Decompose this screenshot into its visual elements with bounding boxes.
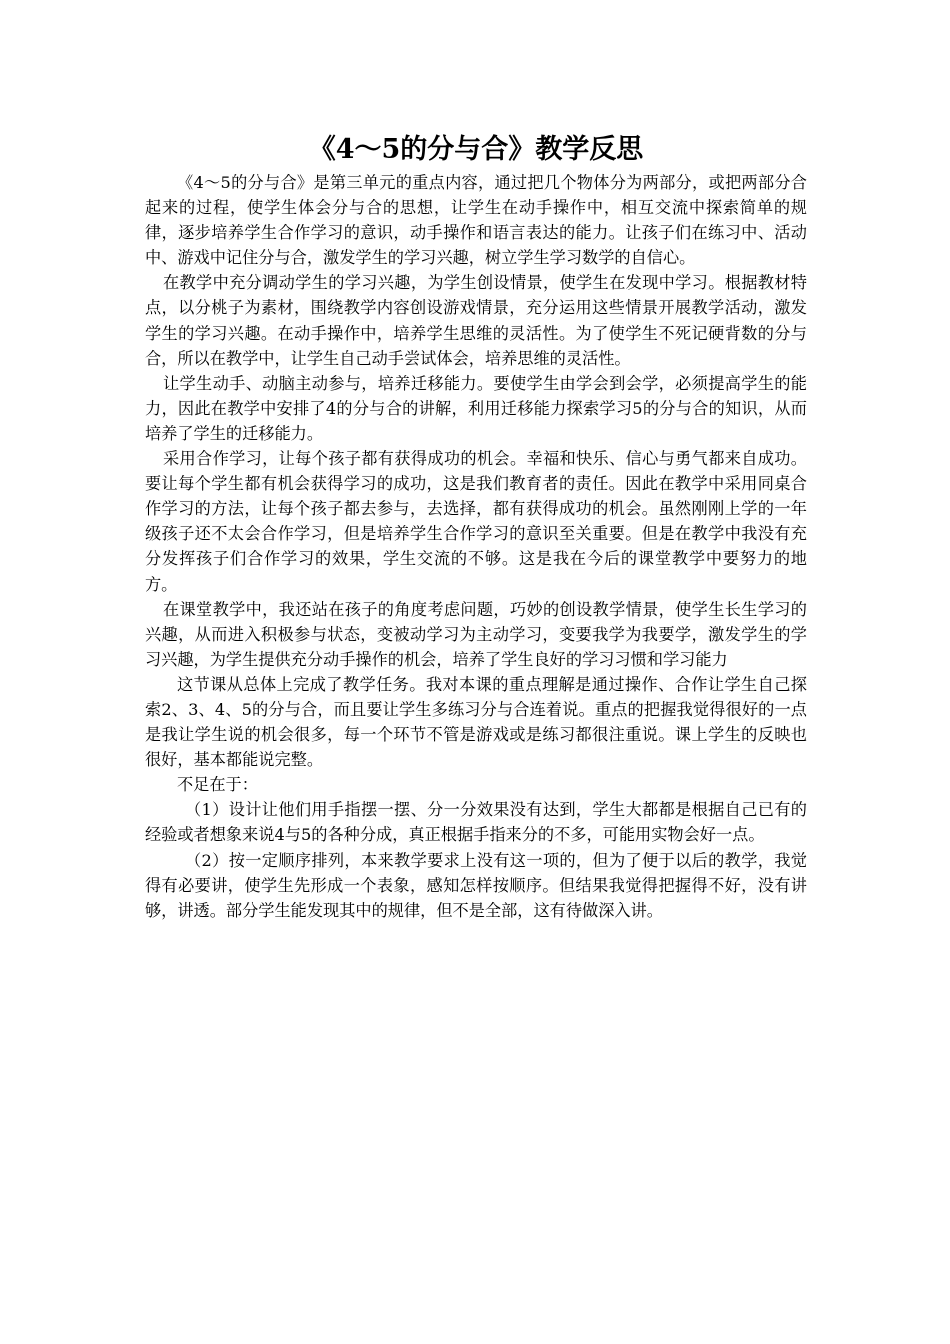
paragraph-shortcoming-2: （2）按一定顺序排列，本来教学要求上没有这一项的，但为了便于以后的教学，我觉得有必要讲，使学生先形成一个表象，感知怎样按顺序。但结果我觉得把握得不好，没有讲够，讲透。部分学生能发现其中的规律，但不是全部，这有待做深入讲。 [145,850,807,920]
paragraph-cooperation: 采用合作学习，让每个孩子都有获得成功的机会。幸福和快乐、信心与勇气都来自成功。要让每个学生都有机会获得学习的成功，这是我们教育者的责任。因此在教学中采用同桌合作学习的方法，让每个孩子都去参与，去选择，都有获得成功的机会。虽然刚刚上学的一年级孩子还不太会合作学习，但是培养学生合作学习的意识至关重要。但是在教学中我没有充分发挥孩子们合作学习的效果，学生交流的不够。这是我在今后的课堂教学中要努力的地方。 [145,449,807,594]
document-body [145,130,807,923]
paragraph-intro: 《4～5的分与合》是第三单元的重点内容，通过把几个物体分为两部分，或把两部分合起来的过程，使学生体会分与合的思想，让学生在动手操作中，相互交流中探索简单的规律，逐步培养学生合作学习的意识，动手操作和语言表达的能力。让孩子们在练习中、活动中、游戏中记住分与合，激发学生的学习兴趣，树立学生学习数学的自信心。 [145,173,807,268]
paragraph-shortcoming-1: （1）设计让他们用手指摆一摆、分一分效果没有达到，学生大都都是根据自己已有的经验或者想象来说4与5的各种分成，真正根据手指来分的不多，可能用实物会好一点。 [145,800,807,845]
paragraph-shortcomings-heading: 不足在于： [177,775,258,795]
paragraph-classroom: 在课堂教学中，我还站在孩子的角度考虑问题，巧妙的创设教学情景，使学生长生学习的兴趣，从而进入积极参与状态，变被动学习为主动学习，变要我学为我要学，激发学生的学习兴趣，为学生提供充分动手操作的机会，培养了学生良好的学习习惯和学习能力 [145,599,807,669]
document-title: 《4～5的分与合》教学反思 [308,134,644,165]
paragraph-transfer: 让学生动手、动脑主动参与，培养迁移能力。要使学生由学会到会学，必须提高学生的能力，因此在教学中安排了4的分与合的讲解，利用迁移能力探索学习5的分与合的知识，从而培养了学生的迁移能力。 [145,373,807,443]
paragraph-interest: 在教学中充分调动学生的学习兴趣，为学生创设情景，使学生在发现中学习。根据教材特点，以分桃子为素材，围绕教学内容创设游戏情景，充分运用这些情景开展教学活动，激发学生的学习兴趣。在动手操作中，培养学生思维的灵活性。为了使学生不死记硬背数的分与合，所以在教学中，让学生自己动手尝试体会，培养思维的灵活性。 [145,273,807,368]
paragraph-summary: 这节课从总体上完成了教学任务。我对本课的重点理解是通过操作、合作让学生自己探索2、3、4、5的分与合，而且要让学生多练习分与合连着说。重点的把握我觉得很好的一点是我让学生说的机会很多，每一个环节不管是游戏或是练习都很注重说。课上学生的反映也很好，基本都能说完整。 [145,674,807,770]
